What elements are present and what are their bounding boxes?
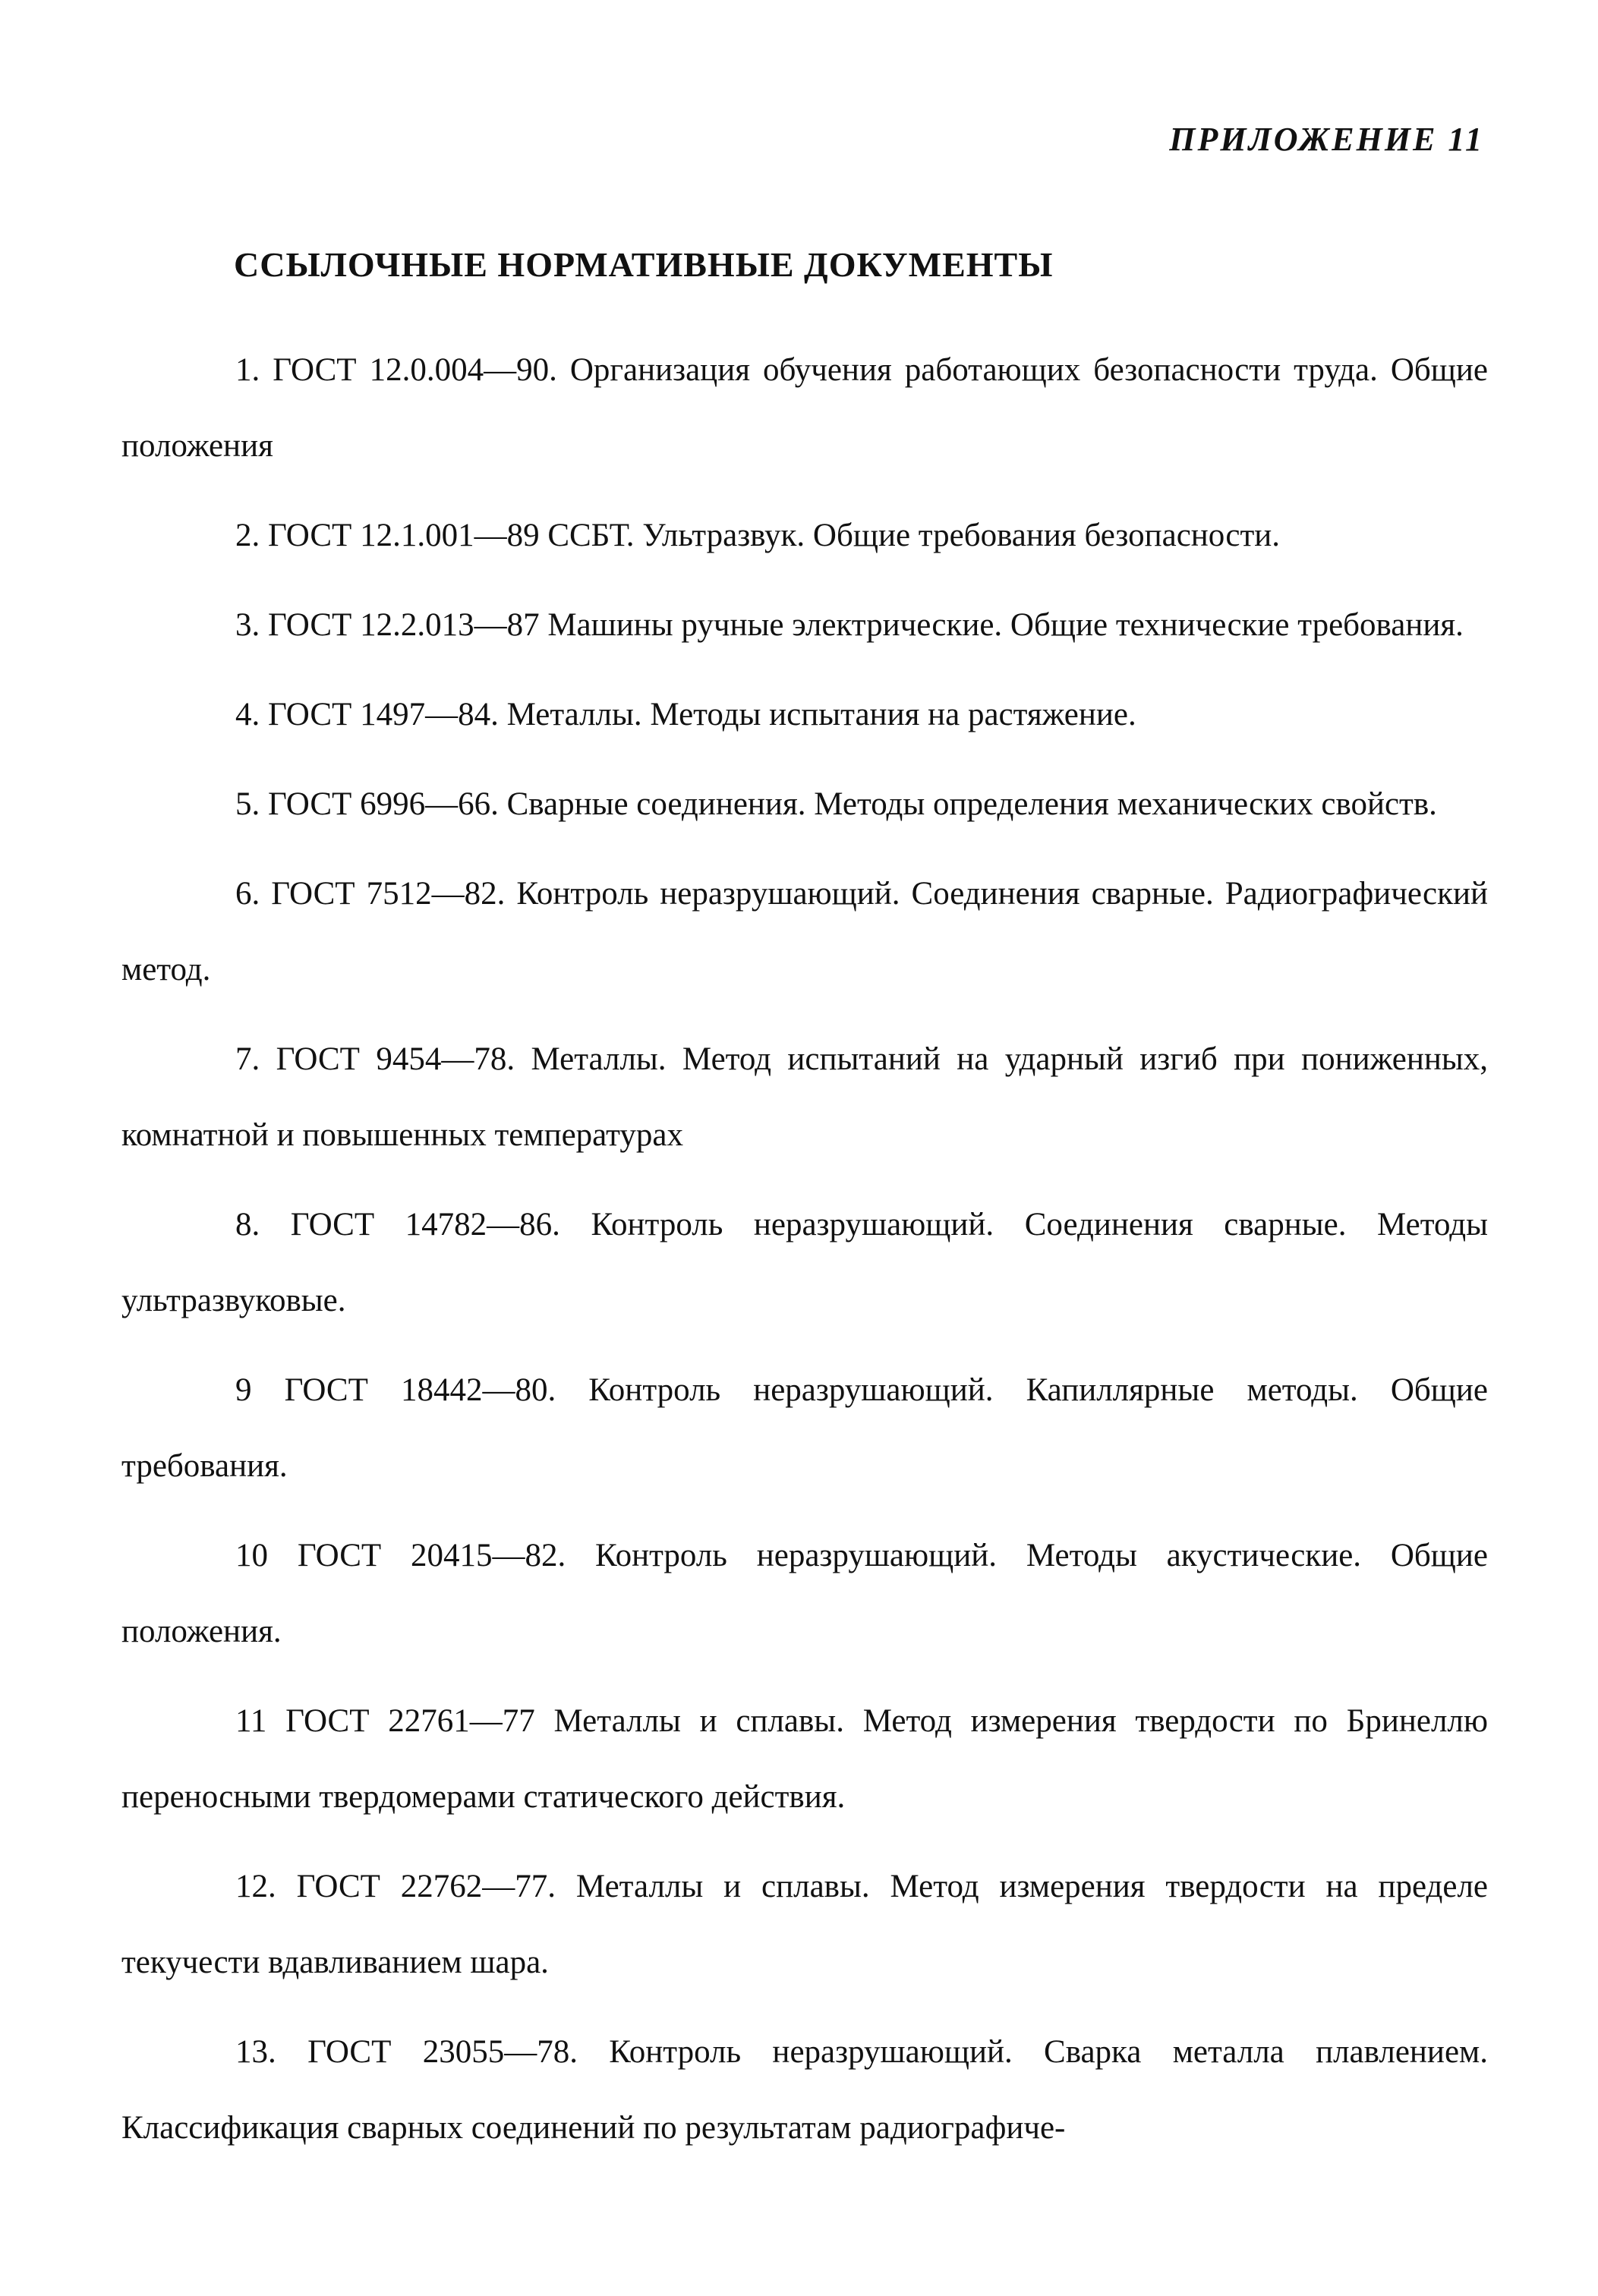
reference-item: 5. ГОСТ 6996—66. Сварные соединения. Методы определения механических свойств. <box>235 786 1437 822</box>
reference-item: 8. ГОСТ 14782—86. Контроль неразрушающий. Соединения сварные. Методы ультразвуковые. <box>121 1207 1488 1318</box>
reference-item: 1. ГОСТ 12.0.004—90. Организация обучения работающих безопасности труда. Общие положения <box>121 352 1488 464</box>
reference-item: 6. ГОСТ 7512—82. Контроль неразрушающий. Соединения сварные. Радиографический метод. <box>121 876 1488 987</box>
page-title: ССЫЛОЧНЫЕ НОРМАТИВНЫЕ ДОКУМЕНТЫ <box>234 245 1054 284</box>
reference-item: 9 ГОСТ 18442—80. Контроль неразрушающий. Капиллярные методы. Общие требования. <box>121 1372 1488 1484</box>
reference-list <box>121 332 1488 2166</box>
reference-item: 13. ГОСТ 23055—78. Контроль неразрушающий. Сварка металла плавлением. Классификация сварных соединений по результатам радиографиче- <box>121 2034 1488 2146</box>
reference-item: 7. ГОСТ 9454—78. Металлы. Метод испытаний на ударный изгиб при пониженных, комнатной и повышенных температурах <box>121 1041 1488 1153</box>
reference-item: 2. ГОСТ 12.1.001—89 ССБТ. Ультразвук. Общие требования безопасности. <box>235 518 1280 553</box>
reference-item: 11 ГОСТ 22761—77 Металлы и сплавы. Метод измерения твердости по Бринеллю переносными твердомерами статического действия. <box>121 1703 1488 1815</box>
reference-item: 12. ГОСТ 22762—77. Металлы и сплавы. Метод измерения твердости на пределе текучести вдавливанием шара. <box>121 1869 1488 1980</box>
reference-item: 3. ГОСТ 12.2.013—87 Машины ручные электрические. Общие технические требования. <box>235 607 1464 643</box>
appendix-label: ПРИЛОЖЕНИЕ 11 <box>1169 121 1484 158</box>
reference-item: 4. ГОСТ 1497—84. Металлы. Методы испытания на растяжение. <box>235 697 1136 732</box>
reference-item: 10 ГОСТ 20415—82. Контроль неразрушающий. Методы акустические. Общие положения. <box>121 1538 1488 1649</box>
